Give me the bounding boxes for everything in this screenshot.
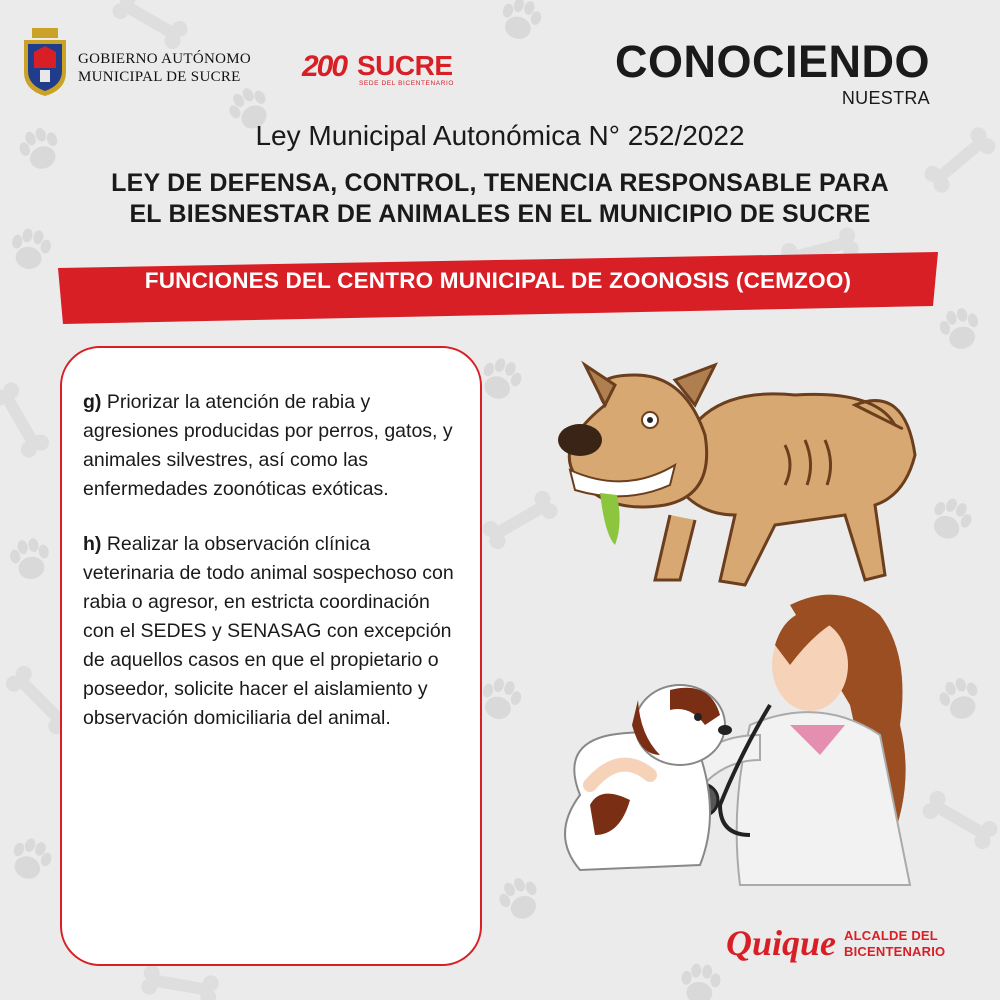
bicentenario-tagline: SEDE DEL BICENTENARIO — [359, 80, 455, 87]
page-subtitle: NUESTRA — [841, 88, 930, 108]
alcalde-tagline-line2: BICENTENARIO — [844, 944, 946, 959]
banner-title: FUNCIONES DEL CENTRO MUNICIPAL DE ZOONOSIS (CEMZOO) — [144, 268, 852, 293]
government-name-line2: MUNICIPAL DE SUCRE — [78, 69, 241, 85]
municipal-crest-icon — [22, 28, 68, 98]
bicentenario-city: SUCRE — [357, 50, 453, 81]
function-text: Priorizar la atención de rabia y agresiones producidas por perros, gatos, y animales silvestres, así como las enfermedades zoonóticas exóticas. — [83, 391, 453, 500]
function-letter: g) — [83, 391, 102, 413]
veterinarian-with-dog-illustration — [520, 585, 940, 905]
law-number: Ley Municipal Autonómica N° 252/2022 — [255, 120, 745, 151]
law-title-line2: EL BIESNESTAR DE ANIMALES EN EL MUNICIPIO DE SUCRE — [129, 200, 871, 228]
function-letter: h) — [83, 533, 102, 555]
page-title: CONOCIENDO — [614, 36, 930, 87]
alcalde-name: Quique — [726, 923, 837, 963]
function-item-h — [83, 530, 463, 733]
law-title — [40, 168, 960, 230]
government-name — [78, 50, 251, 86]
function-item-g — [83, 388, 463, 504]
bicentenario-logo — [302, 48, 492, 92]
alcalde-logo — [726, 918, 976, 972]
bicentenario-number: 200 — [302, 50, 347, 83]
government-name-line1: GOBIERNO AUTÓNOMO — [78, 51, 252, 67]
function-text: Realizar la observación clínica veterinaria de todo animal sospechoso con rabia o agresor, en estricta coordinación con el SEDES y SENASAG con excepción de aquellos casos en que el propietario o poseedor, solicite hacer el aislamiento y observación domiciliaria del animal. — [83, 533, 454, 729]
aggressive-dog-illustration — [545, 345, 965, 605]
alcalde-tagline-line1: ALCALDE DEL — [844, 928, 938, 943]
law-title-line1: LEY DE DEFENSA, CONTROL, TENENCIA RESPONSABLE PARA — [111, 169, 889, 197]
functions-list — [83, 388, 463, 759]
